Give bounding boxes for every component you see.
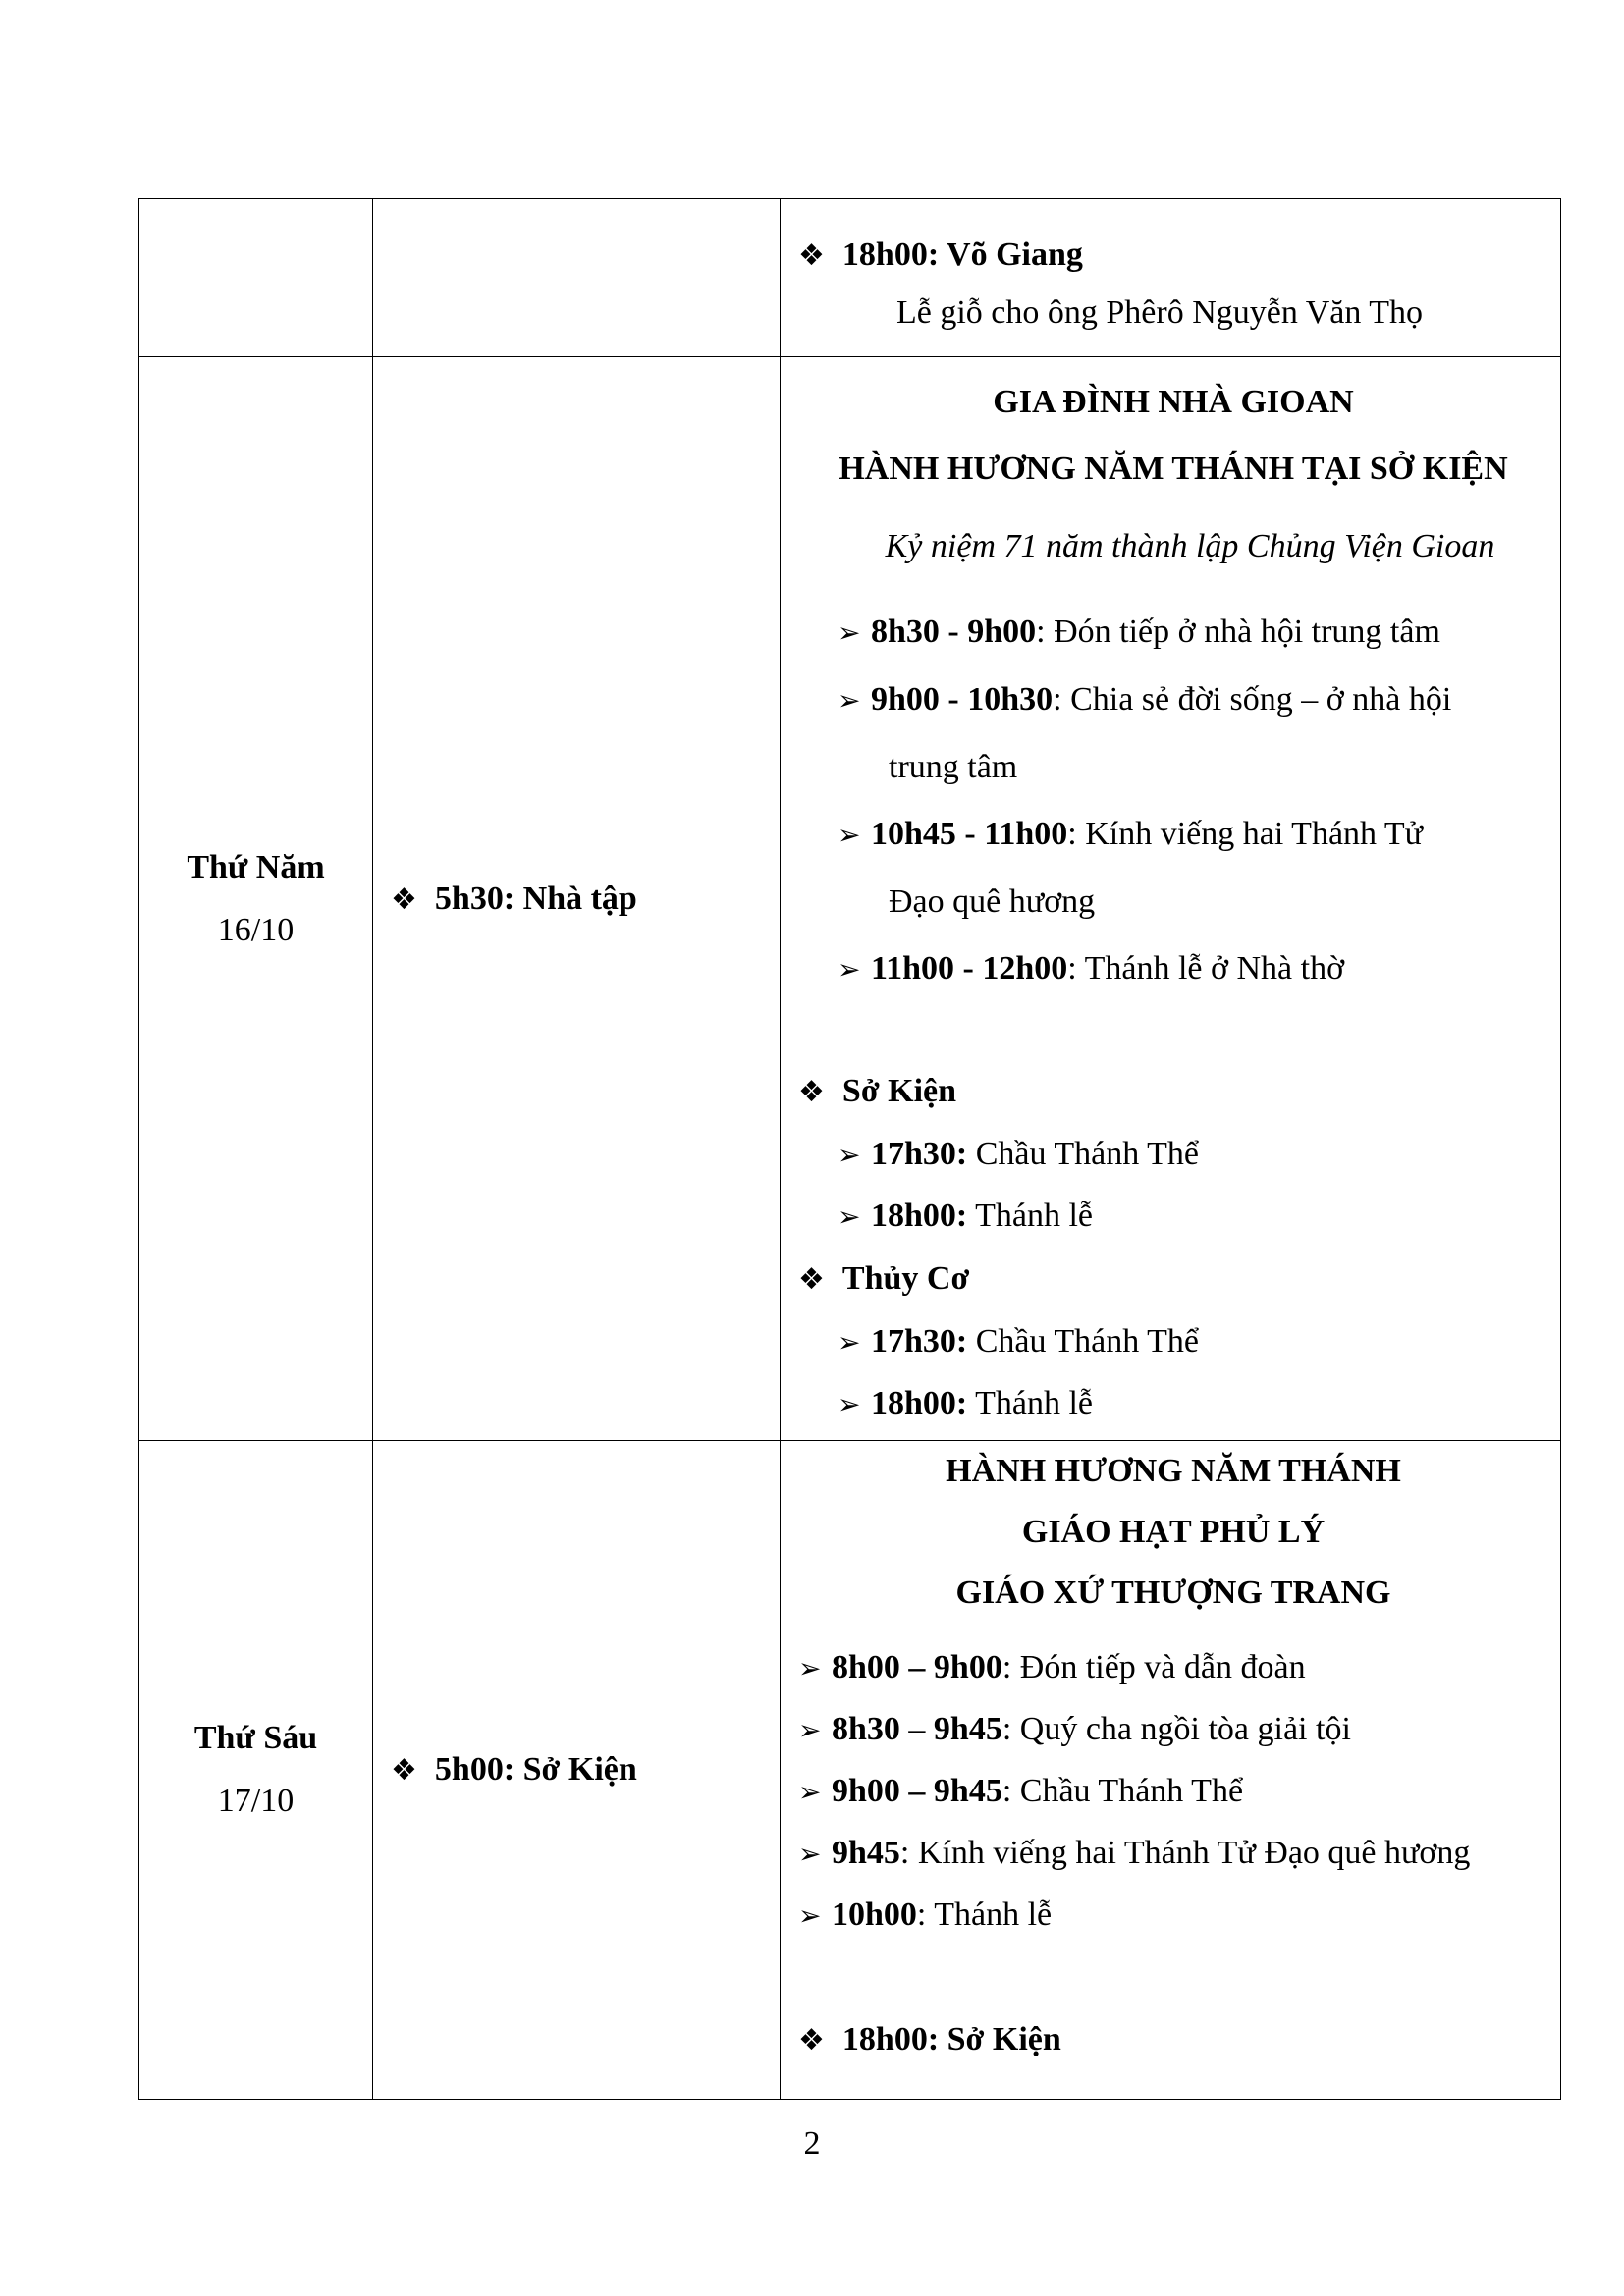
event-title: GIÁO XỨ THƯỢNG TRANG	[955, 1575, 1391, 1611]
day-date: 16/10	[217, 911, 295, 948]
arrow-bullet-icon: ➢	[838, 1201, 861, 1233]
schedule-item: ➢ 18h00: Thánh lễ	[798, 1186, 1548, 1248]
event-heading: ❖ 18h00: Sở Kiện	[798, 2021, 1061, 2057]
arrow-bullet-icon: ➢	[798, 1652, 822, 1684]
day-name: Thứ Sáu	[193, 1720, 318, 1756]
schedule-item: ➢ 17h30: Chầu Thánh Thể	[798, 1311, 1548, 1373]
event-title: HÀNH HƯƠNG NĂM THÁNH	[946, 1453, 1401, 1489]
arrow-bullet-icon: ➢	[798, 1776, 822, 1808]
event-subtitle: Kỷ niệm 71 năm thành lập Chủng Viện Gioan	[885, 528, 1495, 564]
morning-cell	[373, 199, 781, 357]
schedule-item: ➢ 8h30 - 9h00: Đón tiếp ở nhà hội trung tâm	[798, 599, 1548, 667]
events-cell	[781, 199, 1561, 357]
event-title: HÀNH HƯƠNG NĂM THÁNH TẠI SỞ KIỆN	[839, 451, 1508, 487]
day-cell	[139, 357, 373, 1441]
schedule-item-continuation: Đạo quê hương	[889, 883, 1096, 920]
schedule-item: ➢ 18h00: Thánh lễ	[798, 1373, 1548, 1435]
schedule-item: ➢ 10h00: Thánh lễ	[798, 1885, 1548, 1947]
event-group-heading: ❖ Sở Kiện	[798, 1073, 957, 1109]
table-row	[139, 1441, 1561, 2100]
event-title: GIÁO HẠT PHỦ LÝ	[1021, 1514, 1326, 1550]
day-name: Thứ Năm	[187, 848, 325, 885]
arrow-bullet-icon: ➢	[838, 616, 861, 649]
schedule-item-continuation: trung tâm	[889, 749, 1018, 785]
arrow-bullet-icon: ➢	[838, 684, 861, 717]
events-cell	[781, 357, 1561, 1441]
morning-mass: ❖ 5h00: Sở Kiện	[391, 1751, 637, 1788]
event-note: Lễ giỗ cho ông Phêrô Nguyễn Văn Thọ	[896, 294, 1424, 331]
diamond-bullet-icon: ❖	[798, 239, 825, 273]
schedule-item: ➢ 10h45 - 11h00: Kính viếng hai Thánh Tử	[798, 801, 1548, 869]
table-row	[139, 199, 1561, 357]
arrow-bullet-icon: ➢	[838, 953, 861, 986]
arrow-bullet-icon: ➢	[798, 1838, 822, 1870]
events-cell	[781, 1441, 1561, 2100]
arrow-bullet-icon: ➢	[838, 819, 861, 851]
schedule-item: ➢ 9h00 - 10h30: Chia sẻ đời sống – ở nhà hội	[798, 667, 1548, 734]
arrow-bullet-icon: ➢	[798, 1714, 822, 1746]
arrow-bullet-icon: ➢	[838, 1388, 861, 1420]
diamond-bullet-icon: ❖	[798, 1075, 825, 1109]
event-heading: ❖ 18h00: Võ Giang	[798, 237, 1083, 273]
arrow-bullet-icon: ➢	[838, 1326, 861, 1359]
arrow-bullet-icon: ➢	[798, 1899, 822, 1932]
morning-mass: ❖ 5h30: Nhà tập	[391, 880, 637, 917]
morning-cell	[373, 357, 781, 1441]
event-title: GIA ĐÌNH NHÀ GIOAN	[993, 384, 1354, 420]
event-group-heading: ❖ Thủy Cơ	[798, 1260, 970, 1297]
schedule-item: ➢ 17h30: Chầu Thánh Thể	[798, 1124, 1548, 1186]
arrow-bullet-icon: ➢	[838, 1139, 861, 1171]
diamond-bullet-icon: ❖	[391, 1753, 417, 1788]
diamond-bullet-icon: ❖	[798, 1262, 825, 1297]
schedule-item: ➢ 11h00 - 12h00: Thánh lễ ở Nhà thờ	[798, 935, 1548, 1003]
diamond-bullet-icon: ❖	[391, 881, 417, 917]
page-number: 2	[803, 2125, 821, 2162]
schedule-item: ➢ 9h00 – 9h45: Chầu Thánh Thể	[798, 1761, 1548, 1823]
morning-cell	[373, 1441, 781, 2100]
day-cell	[139, 1441, 373, 2100]
day-cell	[139, 199, 373, 357]
schedule-item: ➢ 8h00 – 9h00: Đón tiếp và dẫn đoàn	[798, 1637, 1548, 1699]
table-row	[139, 357, 1561, 1441]
schedule-item: ➢ 8h30 – 9h45: Quý cha ngồi tòa giải tội	[798, 1699, 1548, 1761]
day-date: 17/10	[217, 1783, 295, 1819]
schedule-table	[138, 198, 1561, 2100]
schedule-item: ➢ 9h45: Kính viếng hai Thánh Tử Đạo quê hương	[798, 1823, 1548, 1885]
diamond-bullet-icon: ❖	[798, 2023, 825, 2057]
